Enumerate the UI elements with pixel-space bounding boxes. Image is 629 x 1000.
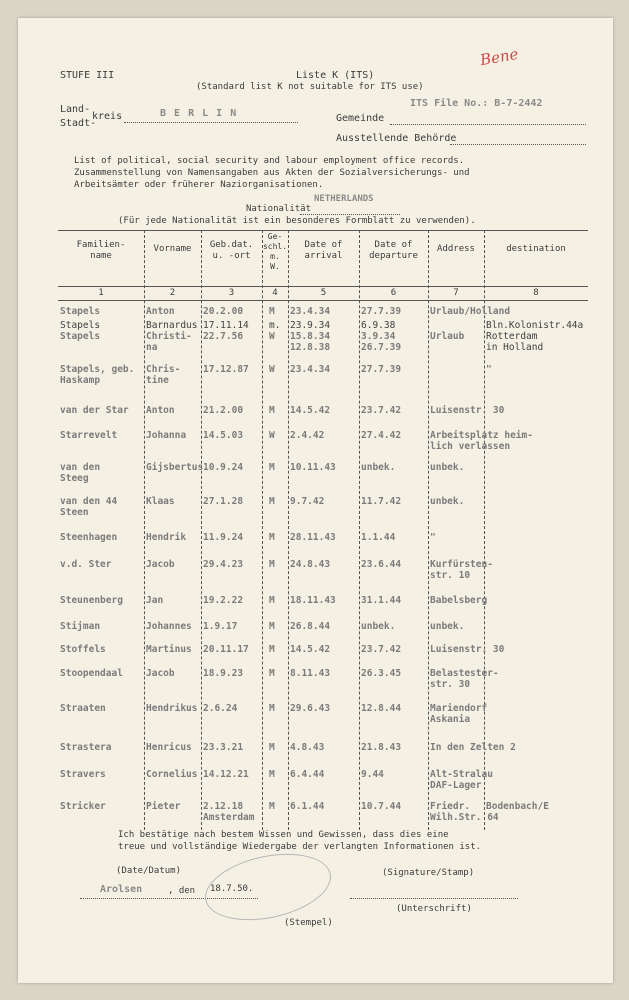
cell-departure: 1.1.44: [361, 532, 396, 543]
cell-sex: W: [269, 364, 275, 375]
col-number-3: 3: [228, 288, 235, 298]
cell-sex: M: [269, 532, 275, 543]
cell-sex: M: [269, 405, 275, 416]
cell-arrival: 14.5.42: [290, 644, 331, 655]
cell-departure: 23.7.42: [361, 644, 402, 655]
col-header-geschl: Ge- schl. m. W.: [262, 232, 288, 271]
cell-departure: 27.4.42: [361, 430, 402, 441]
confirmation-line-2: treue und vollständige Wiedergabe der verlangten Informationen ist.: [118, 842, 482, 852]
cell-birth: 14.5.03: [203, 430, 244, 441]
cell-address: Babelsberg: [430, 595, 488, 606]
nationality-value: NETHERLANDS: [314, 194, 374, 204]
cell-address: unbek.: [430, 496, 465, 507]
cell-arrival: 24.8.43: [290, 559, 331, 570]
col-number-2: 2: [169, 288, 176, 298]
cell-birth: 17.11.14: [203, 320, 249, 331]
cell-address: Luisenstr. 30: [430, 405, 505, 416]
signature-dotted-line: [350, 898, 518, 899]
signature-label: (Signature/Stamp): [382, 868, 475, 878]
cell-address: unbek.: [430, 462, 465, 473]
cell-arrival: 6.4.44: [290, 769, 325, 780]
cell-departure: 26.3.45: [361, 668, 402, 679]
cell-firstname: Jacob: [146, 668, 175, 679]
col-divider-1: [144, 230, 145, 830]
den-label: , den: [168, 886, 196, 896]
col-divider-2: [201, 230, 202, 830]
cell-address: Luisenstr. 30: [430, 644, 505, 655]
cell-address: unbek.: [430, 621, 465, 632]
kreis-dotted-line: [124, 122, 298, 123]
behoerde-label: Ausstellende Behörde: [336, 133, 457, 144]
cell-sex: M: [269, 559, 275, 570]
cell-birth: 19.2.22: [203, 595, 244, 606]
cell-surname: Steunenberg: [60, 595, 123, 606]
cell-sex: m.: [269, 320, 281, 331]
intro-line-3: Arbeitsämter oder früherer Naziorganisationen.: [74, 180, 324, 190]
confirmation-line-1: Ich bestätige nach bestem Wissen und Gewissen, dass dies eine: [118, 830, 449, 840]
table-header-rule: [58, 286, 588, 287]
liste-title: Liste K (ITS): [296, 70, 375, 81]
cell-arrival: 23.4.34: [290, 306, 331, 317]
document-page: [18, 18, 613, 983]
cell-firstname: Chris- tine: [146, 364, 181, 386]
col-header-address: Address: [437, 244, 475, 254]
cell-sex: M: [269, 306, 275, 317]
cell-departure: 3.9.34 26.7.39: [361, 331, 402, 353]
cell-surname: Strastera: [60, 742, 112, 753]
cell-firstname: Martinus: [146, 644, 192, 655]
cell-firstname: Jan: [146, 595, 164, 606]
cell-departure: 12.8.44: [361, 703, 402, 714]
col-header-vorname: Vorname: [153, 244, 192, 254]
cell-birth: 22.7.56: [203, 331, 244, 342]
cell-birth: 21.2.00: [203, 405, 244, 416]
gemeinde-dotted-line: [390, 124, 586, 125]
cell-surname: Stapels: [60, 320, 101, 331]
cell-birth: 27.1.28: [203, 496, 244, 507]
cell-firstname: Johannes: [146, 621, 192, 632]
cell-arrival: 14.5.42: [290, 405, 331, 416]
cell-birth: 2.6.24: [203, 703, 238, 714]
table-number-rule: [58, 300, 588, 301]
cell-departure: 6.9.38: [361, 320, 396, 331]
cell-departure: 11.7.42: [361, 496, 402, 507]
col-number-8: 8: [533, 288, 539, 298]
cell-destination: Bln.Kolonistr.44a: [486, 320, 584, 331]
cell-surname: van den Steeg: [60, 462, 101, 484]
cell-departure: 23.7.42: [361, 405, 402, 416]
cell-sex: M: [269, 668, 275, 679]
cell-arrival: 26.8.44: [290, 621, 331, 632]
stempel-label: (Stempel): [284, 918, 333, 928]
cell-surname: Stapels: [60, 331, 101, 342]
cell-arrival: 10.11.43: [290, 462, 336, 473]
col-header-arrival: Date of arrival: [304, 240, 343, 261]
cell-birth: 10.9.24: [203, 462, 244, 473]
cell-surname: Stapels: [60, 306, 101, 317]
cell-destination: ": [486, 364, 492, 375]
nationality-dotted-line: [300, 214, 400, 215]
col-divider-7: [484, 230, 485, 830]
cell-arrival: 18.11.43: [290, 595, 336, 606]
cell-firstname: Anton: [146, 405, 175, 416]
cell-sex: M: [269, 703, 275, 714]
col-header-geb: Geb.dat. u. -ort: [209, 240, 254, 261]
intro-line-2: Zusammenstellung von Namensangaben aus Akten der Sozialversicherungs- und: [74, 168, 470, 178]
cell-birth: 2.12.18 Amsterdam: [203, 801, 255, 823]
cell-firstname: Cornelius: [146, 769, 198, 780]
cell-surname: Stijman: [60, 621, 101, 632]
cell-departure: unbek.: [361, 621, 396, 632]
cell-departure: 10.7.44: [361, 801, 402, 812]
col-divider-5: [359, 230, 360, 830]
cell-birth: 18.9.23: [203, 668, 244, 679]
cell-surname: v.d. Ster: [60, 559, 112, 570]
nationality-label: Nationalität: [246, 204, 312, 214]
cell-departure: 31.1.44: [361, 595, 402, 606]
cell-birth: 20.11.17: [203, 644, 249, 655]
col-header-departure: Date of departure: [369, 240, 418, 261]
cell-departure: 27.7.39: [361, 306, 402, 317]
cell-surname: van den 44 Steen: [60, 496, 118, 518]
cell-departure: 23.6.44: [361, 559, 402, 570]
cell-address: In den Zelten 2: [430, 742, 516, 753]
cell-departure: unbek.: [361, 462, 396, 473]
cell-address: Urlaub: [430, 331, 465, 342]
cell-sex: M: [269, 621, 275, 632]
cell-arrival: 2.4.42: [290, 430, 325, 441]
intro-line-1: List of political, social security and labour employment office records.: [74, 156, 465, 166]
col-number-6: 6: [390, 288, 397, 298]
cell-firstname: Anton: [146, 306, 175, 317]
cell-arrival: 28.11.43: [290, 532, 336, 543]
cell-firstname: Hendrikus: [146, 703, 198, 714]
col-divider-4: [288, 230, 289, 830]
cell-arrival: 15.8.34 12.8.38: [290, 331, 331, 353]
cell-birth: 29.4.23: [203, 559, 244, 570]
kreis-value: B E R L I N: [160, 108, 238, 119]
cell-firstname: Gijsbertus: [146, 462, 204, 473]
stufe-label: STUFE III: [60, 70, 115, 81]
handwritten-mark: Bene: [478, 44, 520, 70]
cell-firstname: Klaas: [146, 496, 175, 507]
cell-address: Kurfürsten- str. 10: [430, 559, 493, 581]
cell-surname: Stricker: [60, 801, 106, 812]
cell-destination: Rotterdam in Holland: [486, 331, 544, 353]
cell-sex: M: [269, 769, 275, 780]
date-label: (Date/Datum): [116, 866, 182, 876]
cell-firstname: Henricus: [146, 742, 192, 753]
cell-address: Urlaub/Holland: [430, 306, 511, 317]
cell-sex: M: [269, 742, 275, 753]
cell-birth: 17.12.87: [203, 364, 249, 375]
cell-sex: W: [269, 331, 275, 342]
cell-surname: Steenhagen: [60, 532, 118, 543]
cell-surname: Stoopendaal: [60, 668, 123, 679]
cell-address: Belastester- str. 30: [430, 668, 499, 690]
cell-arrival: 9.7.42: [290, 496, 325, 507]
col-number-4: 4: [272, 288, 278, 298]
cell-arrival: 23.9.34: [290, 320, 331, 331]
cell-address: Mariendorf Askania: [430, 703, 488, 725]
table-top-rule: [58, 230, 588, 231]
date-value: 18.7.50.: [210, 884, 254, 894]
cell-arrival: 8.11.43: [290, 668, 331, 679]
cell-arrival: 29.6.43: [290, 703, 331, 714]
cell-surname: Stapels, geb. Haskamp: [60, 364, 135, 386]
cell-arrival: 23.4.34: [290, 364, 331, 375]
col-header-familienname: Familien- name: [76, 240, 126, 261]
col-number-7: 7: [453, 288, 459, 298]
cell-address: Friedr. Wilh.Str. 64: [430, 801, 499, 823]
cell-sex: M: [269, 462, 275, 473]
cell-surname: Stoffels: [60, 644, 106, 655]
cell-birth: 20.2.00: [203, 306, 244, 317]
cell-departure: 9.44: [361, 769, 384, 780]
cell-surname: Starrevelt: [60, 430, 118, 441]
cell-address: Alt-Stralau DAF-Lager: [430, 769, 493, 791]
col-header-destination: destination: [506, 244, 566, 254]
cell-address: Arbeitsplatz heim- lich verlassen: [430, 430, 533, 452]
cell-surname: Stravers: [60, 769, 106, 780]
cell-birth: 14.12.21: [203, 769, 249, 780]
land-label: Land-: [60, 104, 91, 115]
cell-firstname: Hendrik: [146, 532, 187, 543]
gemeinde-label: Gemeinde: [336, 113, 385, 124]
cell-birth: 23.3.21: [203, 742, 244, 753]
cell-sex: M: [269, 644, 275, 655]
cell-surname: van der Star: [60, 405, 129, 416]
cell-destination: Bodenbach/E: [486, 801, 549, 812]
cell-arrival: 4.8.43: [290, 742, 325, 753]
cell-departure: 27.7.39: [361, 364, 402, 375]
behoerde-dotted-line: [450, 144, 586, 145]
cell-birth: 11.9.24: [203, 532, 244, 543]
col-number-5: 5: [320, 288, 327, 298]
cell-firstname: Jacob: [146, 559, 175, 570]
place-value: Arolsen: [100, 884, 143, 895]
cell-birth: 1.9.17: [203, 621, 238, 632]
cell-sex: M: [269, 496, 275, 507]
cell-arrival: 6.1.44: [290, 801, 325, 812]
col-divider-3: [262, 230, 263, 830]
unterschrift-label: (Unterschrift): [396, 904, 472, 914]
col-number-1: 1: [98, 288, 104, 298]
liste-subtitle: (Standard list K not suitable for ITS use): [196, 82, 424, 92]
stadt-label: Stadt-: [60, 118, 97, 129]
cell-sex: M: [269, 595, 275, 606]
cell-departure: 21.8.43: [361, 742, 402, 753]
its-file-number: ITS File No.: B-7-2442: [410, 98, 543, 109]
nationality-note: (Für jede Nationalität ist ein besonderes Formblatt zu verwenden).: [118, 216, 476, 226]
kreis-label: kreis: [92, 111, 123, 122]
cell-surname: Straaten: [60, 703, 106, 714]
cell-sex: M: [269, 801, 275, 812]
cell-firstname: Christi- na: [146, 331, 192, 353]
cell-firstname: Pieter: [146, 801, 181, 812]
col-divider-6: [428, 230, 429, 830]
cell-firstname: Barnardus: [146, 320, 198, 331]
cell-firstname: Johanna: [146, 430, 187, 441]
cell-address: ": [430, 532, 436, 543]
cell-sex: W: [269, 430, 275, 441]
